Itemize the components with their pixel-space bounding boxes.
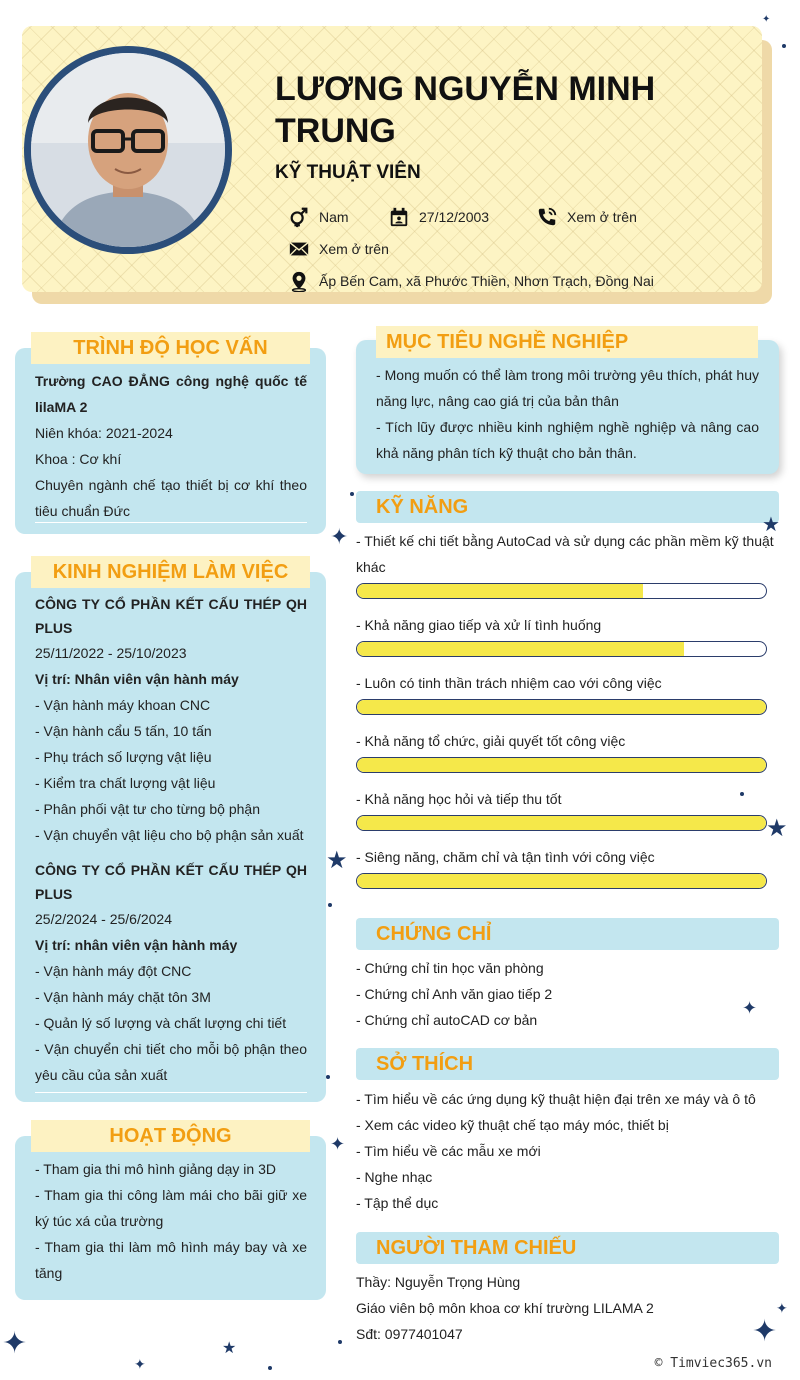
job-company: CÔNG TY CỔ PHẦN KẾT CẤU THÉP QH PLUS [35, 596, 307, 636]
star-decoration: ✦ [742, 998, 758, 1018]
email-info [288, 238, 389, 260]
skills-title: KỸ NĂNG [376, 496, 469, 518]
job-task: - Vận hành máy chặt tôn 3M [35, 989, 211, 1005]
job-title: KỸ THUẬT VIÊN [275, 162, 421, 183]
job-period: 25/11/2022 - 25/10/2023 [35, 645, 187, 661]
star-decoration: ✦ [776, 1300, 788, 1316]
skill-bar [356, 873, 767, 889]
activity-item: - Tham gia thi làm mô hình máy bay và xe tăng [35, 1239, 307, 1281]
star-decoration: ✦ [134, 1356, 146, 1372]
dot-decoration [782, 44, 786, 48]
dot-decoration [740, 792, 744, 796]
phone-icon [536, 206, 558, 228]
address-value: Ấp Bến Cam, xã Phước Thiền, Nhơn Trạch, Đồng Nai [319, 273, 654, 289]
education-title: TRÌNH ĐỘ HỌC VẤN [31, 332, 310, 364]
job-position: Vị trí: Nhân viên vận hành máy [35, 671, 239, 687]
job-task: - Quản lý số lượng và chất lượng chi tiết [35, 1015, 287, 1031]
dot-decoration [326, 1075, 330, 1079]
gender-value: Nam [319, 209, 349, 225]
calendar-icon [388, 206, 410, 228]
job-period: 25/2/2024 - 25/6/2024 [35, 911, 173, 927]
job-task: - Kiểm tra chất lượng vật liệu [35, 775, 216, 791]
star-decoration: ★ [222, 1340, 237, 1357]
reference-title: NGƯỜI THAM CHIẾU [376, 1237, 577, 1259]
reference-name: Thầy: Nguyễn Trọng Hùng [356, 1274, 521, 1290]
avatar [24, 46, 232, 254]
certificate-item: - Chứng chỉ autoCAD cơ bản [356, 1012, 538, 1028]
job-task: - Vận chuyển vật liệu cho bộ phận sản xuất [35, 827, 304, 843]
hobby-item: - Tìm hiểu về các mẫu xe mới [356, 1143, 541, 1159]
skill-label: - Khả năng học hỏi và tiếp thu tốt [356, 791, 562, 807]
education-content [35, 368, 307, 524]
phone-value: Xem ở trên [567, 209, 637, 225]
job-task: - Vận hành máy đột CNC [35, 963, 192, 979]
job-task: - Vận hành cẩu 5 tấn, 10 tấn [35, 723, 212, 739]
avatar-photo [31, 53, 225, 247]
footer-watermark: © Timviec365.vn [654, 1356, 772, 1371]
skill-bar-fill [357, 584, 643, 598]
star-decoration: ✦ [330, 524, 349, 549]
reference-position: Giáo viên bộ môn khoa cơ khí trường LILAMA 2 [356, 1300, 654, 1316]
skill-bar-fill [357, 700, 766, 714]
objective-title: MỤC TIÊU NGHỀ NGHIỆP [376, 326, 758, 358]
hobby-item: - Nghe nhạc [356, 1169, 433, 1185]
dot-decoration [268, 1366, 272, 1370]
objective-item: - Mong muốn có thể làm trong môi trường yêu thích, phát huy năng lực, nâng cao giá trị của bản thân [376, 367, 759, 409]
reference-phone: Sđt: 0977401047 [356, 1326, 463, 1342]
activities-content [35, 1156, 307, 1286]
hobby-item: - Xem các video kỹ thuật chế tạo máy móc, thiết bị [356, 1117, 669, 1133]
certificate-item: - Chứng chỉ Anh văn giao tiếp 2 [356, 986, 553, 1002]
skill-label: - Siêng năng, chăm chỉ và tận tình với công việc [356, 849, 655, 865]
divider [35, 522, 307, 523]
star-decoration: ★ [766, 815, 788, 842]
star-decoration: ★ [762, 514, 780, 536]
dot-decoration [350, 492, 354, 496]
hobbies-content [356, 1086, 786, 1216]
skill-bar-fill [357, 758, 766, 772]
skill-label: - Thiết kế chi tiết bằng AutoCad và sử dụng các phần mềm kỹ thuật khác [356, 533, 774, 575]
skill-bar [356, 641, 767, 657]
job-task: - Vận hành máy khoan CNC [35, 697, 211, 713]
star-decoration: ✦ [762, 14, 771, 25]
candidate-name: LƯƠNG NGUYỄN MINH TRUNG [275, 70, 656, 150]
job-task: - Phụ trách số lượng vật liệu [35, 749, 212, 765]
skill-label: - Khả năng tổ chức, giải quyết tốt công việc [356, 733, 626, 749]
objective-item: - Tích lũy được nhiều kinh nghiệm nghề nghiệp và nâng cao khả năng phân tích kỹ thuật cho bản thân. [376, 419, 759, 461]
experience-title: KINH NGHIỆM LÀM VIỆC [31, 556, 310, 588]
email-icon [288, 238, 310, 260]
skill-bar-fill [357, 642, 684, 656]
hobby-item: - Tìm hiểu về các ứng dụng kỹ thuật hiện đại trên xe máy và ô tô [356, 1091, 756, 1107]
location-icon [288, 270, 310, 292]
skill-bar [356, 815, 767, 831]
experience-job-1 [35, 592, 307, 848]
gender-icon [288, 206, 310, 228]
birthday-value: 27/12/2003 [419, 209, 490, 225]
dot-decoration [338, 1340, 342, 1344]
hobbies-title: SỞ THÍCH [376, 1053, 474, 1075]
job-company: CÔNG TY CỔ PHẦN KẾT CẤU THÉP QH PLUS [35, 862, 307, 902]
certificate-item: - Chứng chỉ tin học văn phòng [356, 960, 544, 976]
reference-content [356, 1269, 776, 1347]
skill-bar [356, 757, 767, 773]
activity-item: - Tham gia thi công làm mái cho bãi giữ xe ký túc xá của trường [35, 1187, 307, 1229]
star-decoration: ✦ [752, 1315, 778, 1348]
objective-content [376, 362, 759, 466]
education-years: Niên khóa: 2021-2024 [35, 425, 173, 441]
address-info [288, 270, 654, 292]
divider [35, 1092, 307, 1093]
education-major: Chuyên ngành chế tạo thiết bị cơ khí theo tiêu chuẩn Đức [35, 477, 307, 519]
job-task: - Phân phối vật tư cho từng bộ phận [35, 801, 261, 817]
skill-label: - Khả năng giao tiếp và xử lí tình huống [356, 617, 602, 633]
skill-bar-fill [357, 874, 766, 888]
skill-bar [356, 699, 767, 715]
star-decoration: ✦ [2, 1327, 28, 1360]
experience-job-2 [35, 858, 307, 1088]
skill-bar-fill [357, 816, 766, 830]
job-position: Vị trí: nhân viên vận hành máy [35, 937, 238, 953]
activity-item: - Tham gia thi mô hình giảng dạy in 3D [35, 1161, 276, 1177]
certificates-title: CHỨNG CHỈ [376, 923, 492, 945]
skill-bar [356, 583, 767, 599]
certificates-content [356, 955, 776, 1033]
birthday-info [388, 206, 489, 228]
email-value: Xem ở trên [319, 241, 389, 257]
education-school: Trường CAO ĐẲNG công nghệ quốc tế lilaMA 2 [35, 373, 307, 415]
gender-info [288, 206, 349, 228]
activities-title: HOẠT ĐỘNG [31, 1120, 310, 1152]
education-faculty: Khoa : Cơ khí [35, 451, 122, 467]
dot-decoration [328, 903, 332, 907]
skill-label: - Luôn có tinh thần trách nhiệm cao với công việc [356, 675, 662, 691]
phone-info [536, 206, 637, 228]
star-decoration: ★ [326, 847, 348, 874]
star-decoration: ✦ [330, 1134, 346, 1154]
job-task: - Vận chuyển chi tiết cho mỗi bộ phận theo yêu cầu của sản xuất [35, 1041, 307, 1083]
hobby-item: - Tập thể dục [356, 1195, 439, 1211]
